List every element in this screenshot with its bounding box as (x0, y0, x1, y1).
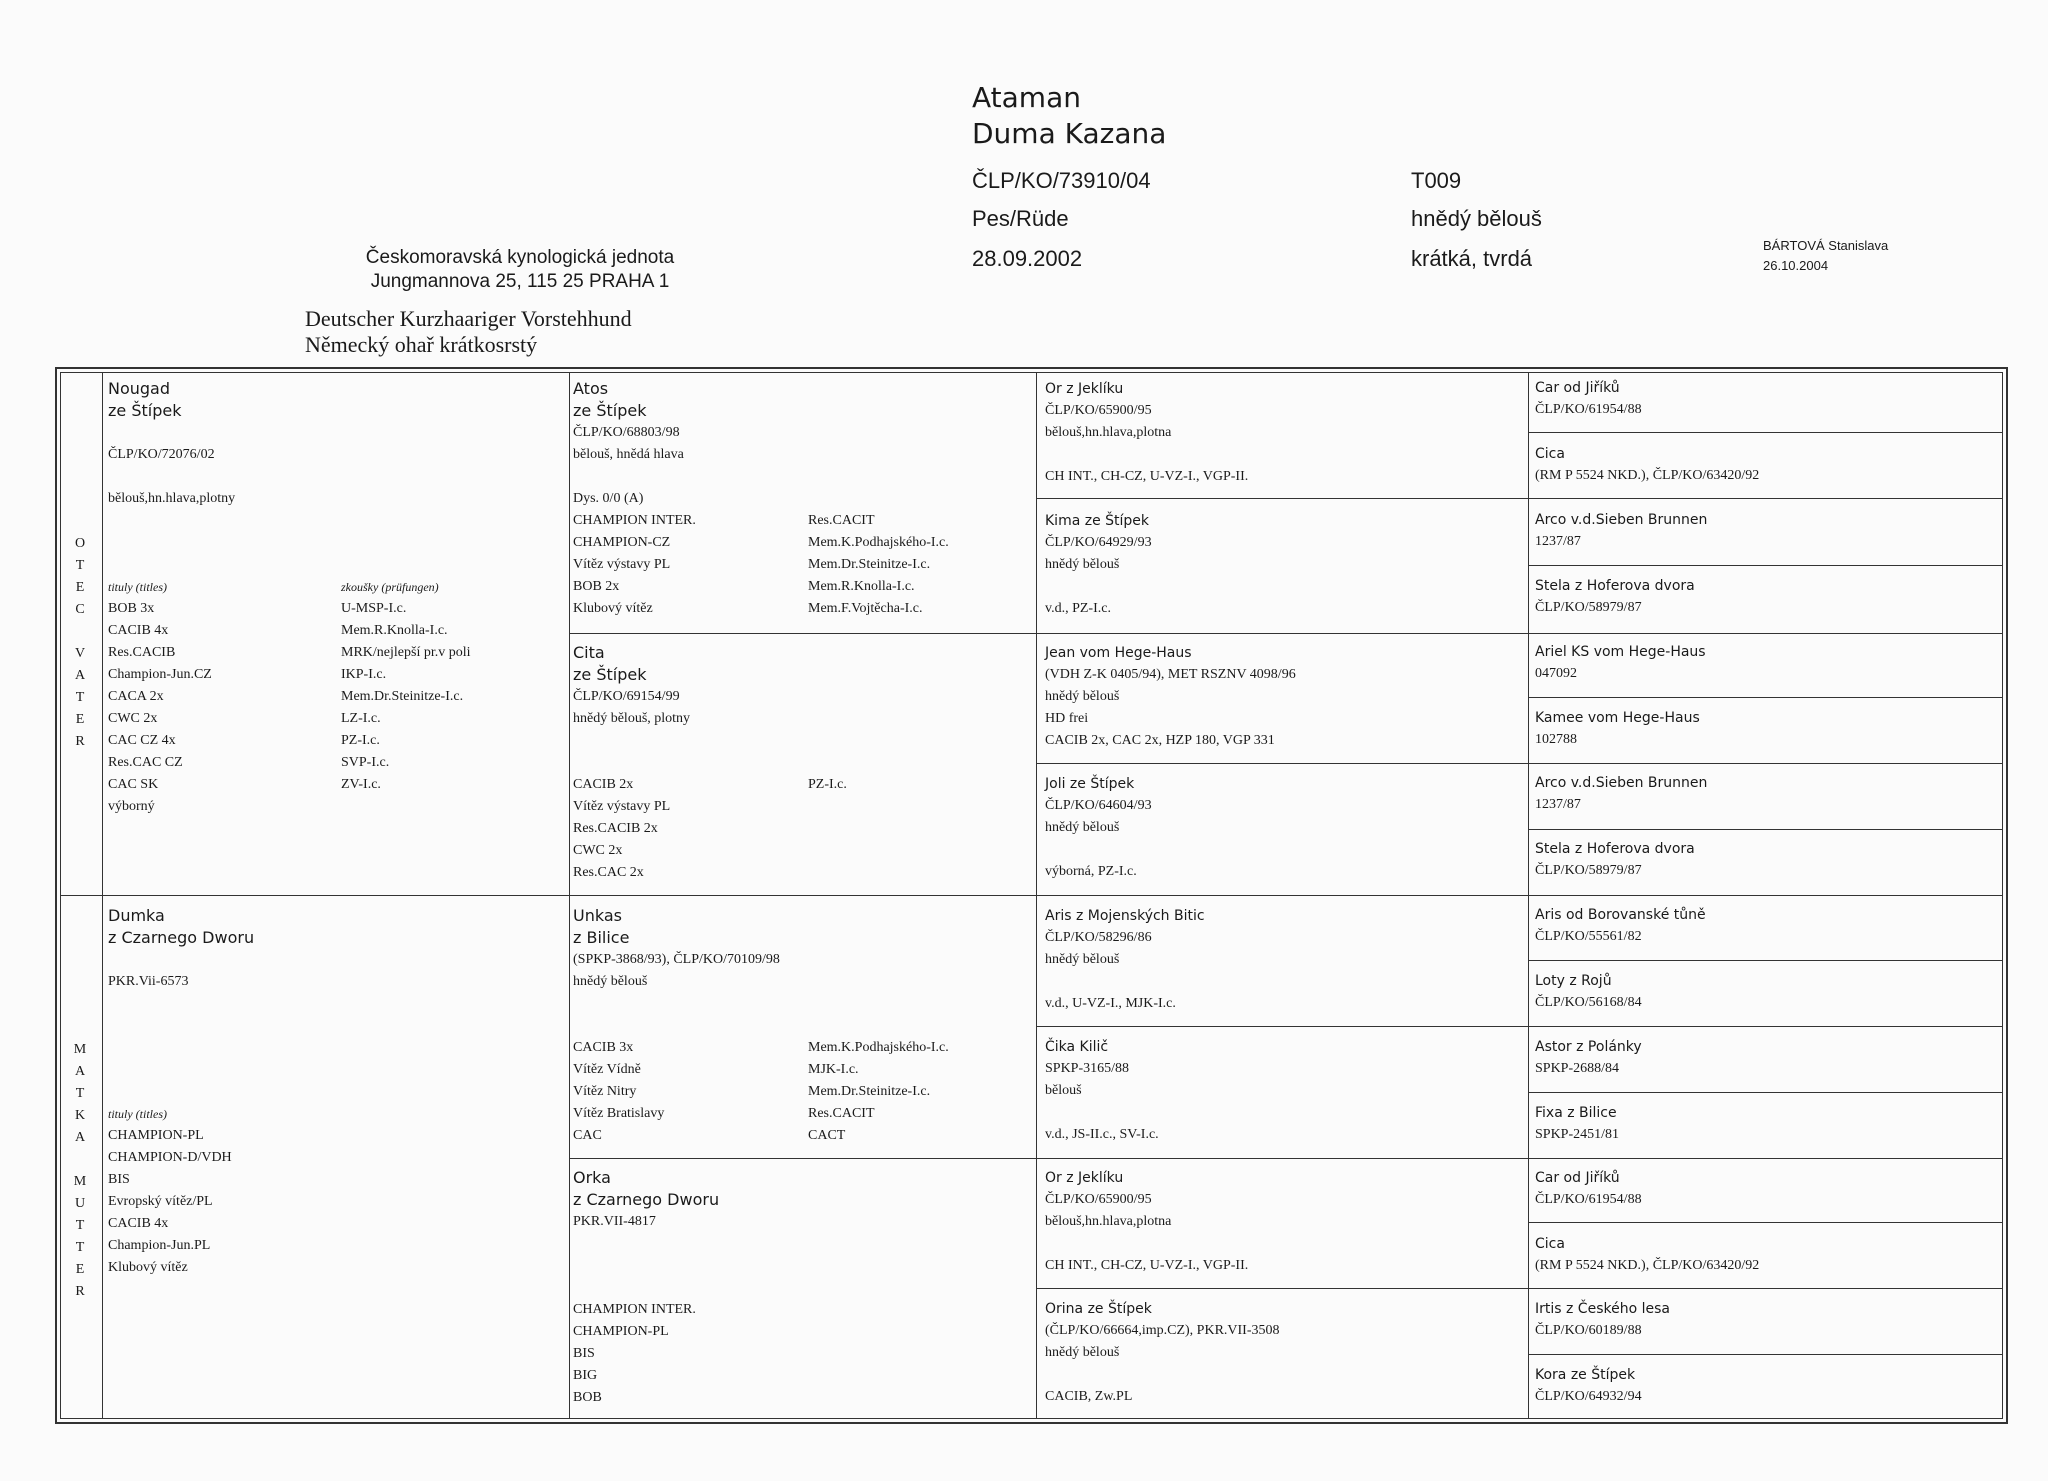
dog-name-line1: Ataman (972, 81, 1081, 114)
pedigree-text: hnědý bělouš (1045, 689, 1120, 704)
pedigree-text: ČLP/KO/60189/88 (1535, 1323, 1642, 1338)
pedigree-text: R (75, 734, 85, 749)
pedigree-text: zkoušky (prüfungen) (341, 580, 439, 594)
dam-titles (108, 1103, 232, 1279)
pedigree-text: v.d., U-VZ-I., MJK-I.c. (1045, 996, 1176, 1011)
pedigree-text: BOB (573, 1390, 602, 1405)
pedigree-text: ČLP/KO/64929/93 (1045, 535, 1152, 550)
divider (569, 633, 2002, 634)
pedigree-text: Mem.Dr.Steinitze-I.c. (808, 1084, 931, 1099)
tattoo: T009 (1411, 168, 1462, 193)
pedigree-text: U (74, 1196, 86, 1211)
gen2-cell (573, 905, 1031, 1155)
breed-czech: Německý ohař krátkosrstý (305, 332, 538, 357)
mother-side-label (70, 1039, 90, 1303)
pedigree-text: V (74, 646, 86, 661)
pedigree-text: Arco v.d.Sieben Brunnen (1535, 512, 1708, 528)
pedigree-text: Mem.F.Vojtěcha-I.c. (808, 601, 923, 616)
divider (1036, 763, 2002, 764)
gen4-cell (1535, 707, 1700, 751)
pedigree-text: z Czarnego Dworu (573, 1190, 720, 1209)
pedigree-text: Evropský vítěz/PL (108, 1194, 213, 1209)
gen4-cell (1535, 838, 1695, 882)
pedigree-text: CACA 2x (108, 689, 164, 704)
pedigree-text: (VDH Z-K 0405/94), MET RSZNV 4098/96 (1045, 667, 1296, 682)
gen4-cell (1535, 904, 1706, 948)
pedigree-text: Champion-Jun.PL (108, 1238, 211, 1253)
pedigree-text: Čika Kilič (1045, 1039, 1109, 1055)
pedigree-text: Arco v.d.Sieben Brunnen (1535, 775, 1708, 791)
pedigree-text: Res.CACIT (808, 1106, 875, 1121)
pedigree-text: ČLP/KO/68803/98 (573, 425, 680, 440)
pedigree-text: Or z Jeklíku (1045, 1170, 1124, 1186)
pedigree-text: BIS (108, 1172, 130, 1187)
pedigree-text: Car od Jiříků (1535, 380, 1620, 396)
gen3-cell (1045, 905, 1525, 1021)
pedigree-text: Mem.K.Podhajského-I.c. (808, 1040, 949, 1055)
divider (1528, 697, 2002, 698)
gen4-cell (1535, 1298, 1670, 1342)
sire-titles (108, 576, 212, 818)
pedigree-text: Orina ze Štípek (1045, 1301, 1152, 1317)
pedigree-text: ČLP/KO/58296/86 (1045, 930, 1152, 945)
pedigree-text: hnědý bělouš (1045, 952, 1120, 967)
pedigree-text: BIS (573, 1346, 595, 1361)
pedigree-text: Ariel KS vom Hege-Haus (1535, 644, 1706, 660)
gen3-cell (1045, 510, 1525, 626)
divider (1528, 960, 2002, 961)
pedigree-text: CWC 2x (573, 843, 623, 858)
divider (1036, 1026, 2002, 1027)
pedigree-text: PKR.VII-4817 (573, 1214, 656, 1229)
pedigree-text: hnědý bělouš (573, 974, 648, 989)
gen4-cell (1535, 1364, 1642, 1408)
pedigree-text: Or z Jeklíku (1045, 381, 1124, 397)
pedigree-text: CHAMPION INTER. (573, 513, 696, 528)
dog-name-line2: Duma Kazana (972, 117, 1167, 150)
pedigree-text: ČLP/KO/65900/95 (1045, 403, 1152, 418)
pedigree-text: Klubový vítěz (108, 1260, 188, 1275)
pedigree-text: CHAMPION-CZ (573, 535, 671, 550)
pedigree-text: Res.CAC CZ (108, 755, 183, 770)
pedigree-text: ČLP/KO/69154/99 (573, 689, 680, 704)
pedigree-text: Vítěz výstavy PL (573, 557, 671, 572)
pedigree-text: Cita (573, 643, 605, 662)
breed-german: Deutscher Kurzhaariger Vorstehhund (305, 306, 632, 331)
gen4-cell (1535, 1233, 1759, 1277)
gen4-cell (1535, 443, 1759, 487)
sire-cell (108, 378, 563, 814)
pedigree-text: hnědý bělouš, plotny (573, 711, 691, 726)
pedigree-text: PZ-I.c. (808, 777, 847, 792)
pedigree-text: 1237/87 (1535, 534, 1581, 549)
gen3-cell (1045, 378, 1525, 494)
pedigree-text: (SPKP-3868/93), ČLP/KO/70109/98 (573, 952, 780, 967)
dog-name (972, 80, 1166, 152)
sire-exams (341, 576, 471, 796)
pedigree-text: ČLP/KO/58979/87 (1535, 600, 1642, 615)
pedigree-text: BIG (573, 1368, 598, 1383)
pedigree-text: ze Štípek (573, 665, 647, 684)
pedigree-text: U-MSP-I.c. (341, 601, 407, 616)
divider (1528, 1354, 2002, 1355)
dam-reg: PKR.Vii-6573 (108, 974, 189, 989)
pedigree-text: 1237/87 (1535, 797, 1581, 812)
pedigree-text: A (74, 1130, 86, 1145)
pedigree-text: hnědý bělouš (1045, 557, 1120, 572)
pedigree-text: Kora ze Štípek (1535, 1367, 1636, 1383)
pedigree-text: Orka (573, 1168, 611, 1187)
pedigree-text: ČLP/KO/58979/87 (1535, 863, 1642, 878)
gen4-cell (1535, 575, 1695, 619)
pedigree-text: SPKP-3165/88 (1045, 1061, 1130, 1076)
pedigree-text: E (75, 1262, 85, 1277)
birth-date: 28.09.2002 (972, 246, 1083, 271)
pedigree-text: C (75, 602, 85, 617)
pedigree-text: CACIB 4x (108, 1216, 169, 1231)
divider (1528, 432, 2002, 433)
sire-name: Nougad (108, 379, 171, 398)
coat: krátká, tvrdá (1411, 246, 1533, 271)
pedigree-text: ČLP/KO/61954/88 (1535, 402, 1642, 417)
pedigree-text: CHAMPION-D/VDH (108, 1150, 232, 1165)
pedigree-text: Aris od Borovanské tůně (1535, 907, 1706, 923)
pedigree-text: CHAMPION INTER. (573, 1302, 696, 1317)
pedigree-text: R (75, 1284, 85, 1299)
gen2-cell (573, 1167, 1031, 1417)
gen4-cell (1535, 970, 1642, 1014)
pedigree-text: CACIB 2x, CAC 2x, HZP 180, VGP 331 (1045, 733, 1275, 748)
divider (1528, 829, 2002, 830)
pedigree-text: SPKP-2688/84 (1535, 1061, 1620, 1076)
pedigree-text: Mem.Dr.Steinitze-I.c. (341, 689, 464, 704)
divider (569, 1158, 2002, 1159)
organization (270, 246, 770, 294)
pedigree-text: T (75, 690, 85, 705)
pedigree-text: ČLP/KO/65900/95 (1045, 1192, 1152, 1207)
pedigree-text: MRK/nejlepší pr.v poli (341, 645, 471, 660)
pedigree-text: HD frei (1045, 711, 1089, 726)
breeder-stamp (1763, 236, 1888, 276)
pedigree-text: BOB 2x (573, 579, 620, 594)
pedigree-text: Car od Jiříků (1535, 1170, 1620, 1186)
pedigree-text: Fixa z Bilice (1535, 1105, 1617, 1121)
pedigree-text: A (74, 1064, 86, 1079)
breed (305, 306, 632, 358)
pedigree-text: ze Štípek (573, 401, 647, 420)
pedigree-text: tituly (titles) (108, 1107, 167, 1121)
pedigree-text: T (75, 1086, 85, 1101)
pedigree-text: Kima ze Štípek (1045, 513, 1150, 529)
pedigree-text: Aris z Mojenských Bitic (1045, 908, 1205, 924)
pedigree-text: hnědý bělouš (1045, 820, 1120, 835)
pedigree-text: bělouš,hn.hlava,plotna (1045, 425, 1172, 440)
gen2-cell (573, 378, 1031, 628)
pedigree-text: Res.CAC 2x (573, 865, 644, 880)
pedigree-text: CAC SK (108, 777, 159, 792)
pedigree-text: Joli ze Štípek (1045, 776, 1135, 792)
divider (1036, 498, 2002, 499)
pedigree-text: Champion-Jun.CZ (108, 667, 212, 682)
pedigree-text: SVP-I.c. (341, 755, 390, 770)
pedigree-text: bělouš, hnědá hlava (573, 447, 684, 462)
pedigree-text: BOB 3x (108, 601, 155, 616)
pedigree-text: M (73, 1174, 87, 1189)
pedigree-text: PZ-I.c. (341, 733, 380, 748)
pedigree-text: (ČLP/KO/66664,imp.CZ), PKR.VII-3508 (1045, 1323, 1280, 1338)
pedigree-text: CACIB 2x (573, 777, 634, 792)
gen4-cell (1535, 377, 1642, 421)
organization-name: Českomoravská kynologická jednota (365, 247, 675, 268)
divider (61, 895, 2002, 896)
pedigree-text: z Bilice (573, 928, 630, 947)
sex: Pes/Rüde (972, 206, 1069, 231)
pedigree-text: ČLP/KO/61954/88 (1535, 1192, 1642, 1207)
pedigree-text: (RM P 5524 NKD.), ČLP/KO/63420/92 (1535, 1258, 1760, 1273)
pedigree-text: CACIB, Zw.PL (1045, 1389, 1133, 1404)
gen3-cell (1045, 1036, 1525, 1152)
pedigree-text: Stela z Hoferova dvora (1535, 578, 1695, 594)
pedigree-text: ČLP/KO/55561/82 (1535, 929, 1642, 944)
pedigree-text: ČLP/KO/64604/93 (1045, 798, 1152, 813)
pedigree-text: Cica (1535, 1236, 1565, 1252)
pedigree-text: CWC 2x (108, 711, 158, 726)
pedigree-text: E (75, 712, 85, 727)
pedigree-text: Kamee vom Hege-Haus (1535, 710, 1700, 726)
pedigree-text: hnědý bělouš (1045, 1345, 1120, 1360)
pedigree-text: M (73, 1042, 87, 1057)
pedigree-text: tituly (titles) (108, 580, 167, 594)
gen3-cell (1045, 1298, 1525, 1414)
pedigree-text: Jean vom Hege-Haus (1045, 645, 1192, 661)
pedigree-text: (RM P 5524 NKD.), ČLP/KO/63420/92 (1535, 468, 1760, 483)
gen3-cell (1045, 1167, 1525, 1283)
pedigree-text: MJK-I.c. (808, 1062, 859, 1077)
issue-date: 26.10.2004 (1763, 258, 1829, 273)
pedigree-text: v.d., PZ-I.c. (1045, 601, 1111, 616)
pedigree-text: Klubový vítěz (573, 601, 653, 616)
pedigree-text: bělouš,hn.hlava,plotna (1045, 1214, 1172, 1229)
pedigree-text: Astor z Polánky (1535, 1039, 1642, 1055)
pedigree-text: Mem.Dr.Steinitze-I.c. (808, 557, 931, 572)
gen4-cell (1535, 509, 1707, 553)
pedigree-text: Mem.K.Podhajského-I.c. (808, 535, 949, 550)
divider (1528, 1222, 2002, 1223)
pedigree-text: CH INT., CH-CZ, U-VZ-I., VGP-II. (1045, 469, 1249, 484)
gen3-cell (1045, 642, 1525, 758)
pedigree-text: výborný (108, 799, 155, 814)
father-side-label (70, 533, 90, 753)
pedigree-text: CHAMPION-PL (573, 1324, 669, 1339)
pedigree-text: ČLP/KO/56168/84 (1535, 995, 1642, 1010)
pedigree-text: IKP-I.c. (341, 667, 387, 682)
pedigree-text: CHAMPION-PL (108, 1128, 204, 1143)
breeder-name: BÁRTOVÁ Stanislava (1763, 238, 1889, 253)
pedigree-text: Dys. 0/0 (A) (573, 491, 644, 506)
pedigree-text: CACIB 4x (108, 623, 169, 638)
pedigree-text: Vítěz Bratislavy (573, 1106, 665, 1121)
pedigree-text: SPKP-2451/81 (1535, 1127, 1620, 1142)
sire-reg: ČLP/KO/72076/02 (108, 447, 215, 462)
pedigree-text: LZ-I.c. (341, 711, 381, 726)
dam-name: Dumka (108, 906, 165, 925)
color: hnědý bělouš (1411, 206, 1542, 231)
pedigree-text: CACT (808, 1128, 846, 1143)
pedigree-text: Res.CACIB 2x (573, 821, 658, 836)
pedigree-text: Vítěz výstavy PL (573, 799, 671, 814)
pedigree-text: CACIB 3x (573, 1040, 634, 1055)
sire-color: bělouš,hn.hlava,plotny (108, 491, 236, 506)
pedigree-text: Unkas (573, 906, 622, 925)
pedigree-text: Res.CACIT (808, 513, 875, 528)
pedigree-text: 102788 (1535, 732, 1577, 747)
gen2-cell (573, 642, 1031, 892)
pedigree-text: Res.CACIB (108, 645, 176, 660)
pedigree-text: Mem.R.Knolla-I.c. (808, 579, 915, 594)
registration-number: ČLP/KO/73910/04 (972, 168, 1151, 193)
dam-cell (108, 905, 563, 1275)
gen4-cell (1535, 1167, 1642, 1211)
pedigree-text: E (75, 580, 85, 595)
pedigree-text: Cica (1535, 446, 1565, 462)
pedigree-text: T (75, 1218, 85, 1233)
gen3-cell (1045, 773, 1525, 889)
gen4-cell (1535, 772, 1707, 816)
gen4-cell (1535, 1036, 1642, 1080)
pedigree-text: T (75, 1240, 85, 1255)
pedigree-text: O (74, 536, 86, 551)
divider (1036, 1288, 2002, 1289)
pedigree-text: Vítěz Vídně (573, 1062, 641, 1077)
pedigree-text: v.d., JS-II.c., SV-I.c. (1045, 1127, 1159, 1142)
pedigree-text: výborná, PZ-I.c. (1045, 864, 1137, 879)
pedigree-text: Atos (573, 379, 609, 398)
pedigree-text: A (74, 668, 86, 683)
pedigree-text: Stela z Hoferova dvora (1535, 841, 1695, 857)
gen4-cell (1535, 1102, 1619, 1146)
divider (1528, 565, 2002, 566)
pedigree-text: Loty z Rojů (1535, 973, 1612, 989)
sire-kennel: ze Štípek (108, 401, 182, 420)
pedigree-text: Vítěz Nitry (573, 1084, 637, 1099)
pedigree-text: CAC CZ 4x (108, 733, 176, 748)
pedigree-text: CAC (573, 1128, 602, 1143)
pedigree-text: CH INT., CH-CZ, U-VZ-I., VGP-II. (1045, 1258, 1249, 1273)
pedigree-text: Irtis z Českého lesa (1535, 1301, 1670, 1317)
gen4-cell (1535, 641, 1706, 685)
pedigree-text: ZV-I.c. (341, 777, 381, 792)
pedigree-text: 047092 (1535, 666, 1577, 681)
pedigree-text: T (75, 558, 85, 573)
pedigree-text: bělouš (1045, 1083, 1082, 1098)
pedigree-text: K (74, 1108, 86, 1123)
pedigree-text: Mem.R.Knolla-I.c. (341, 623, 448, 638)
divider (1528, 1092, 2002, 1093)
pedigree-text: ČLP/KO/64932/94 (1535, 1389, 1642, 1404)
organization-address: Jungmannova 25, 115 25 PRAHA 1 (370, 271, 670, 292)
dam-kennel: z Czarnego Dworu (108, 928, 255, 947)
